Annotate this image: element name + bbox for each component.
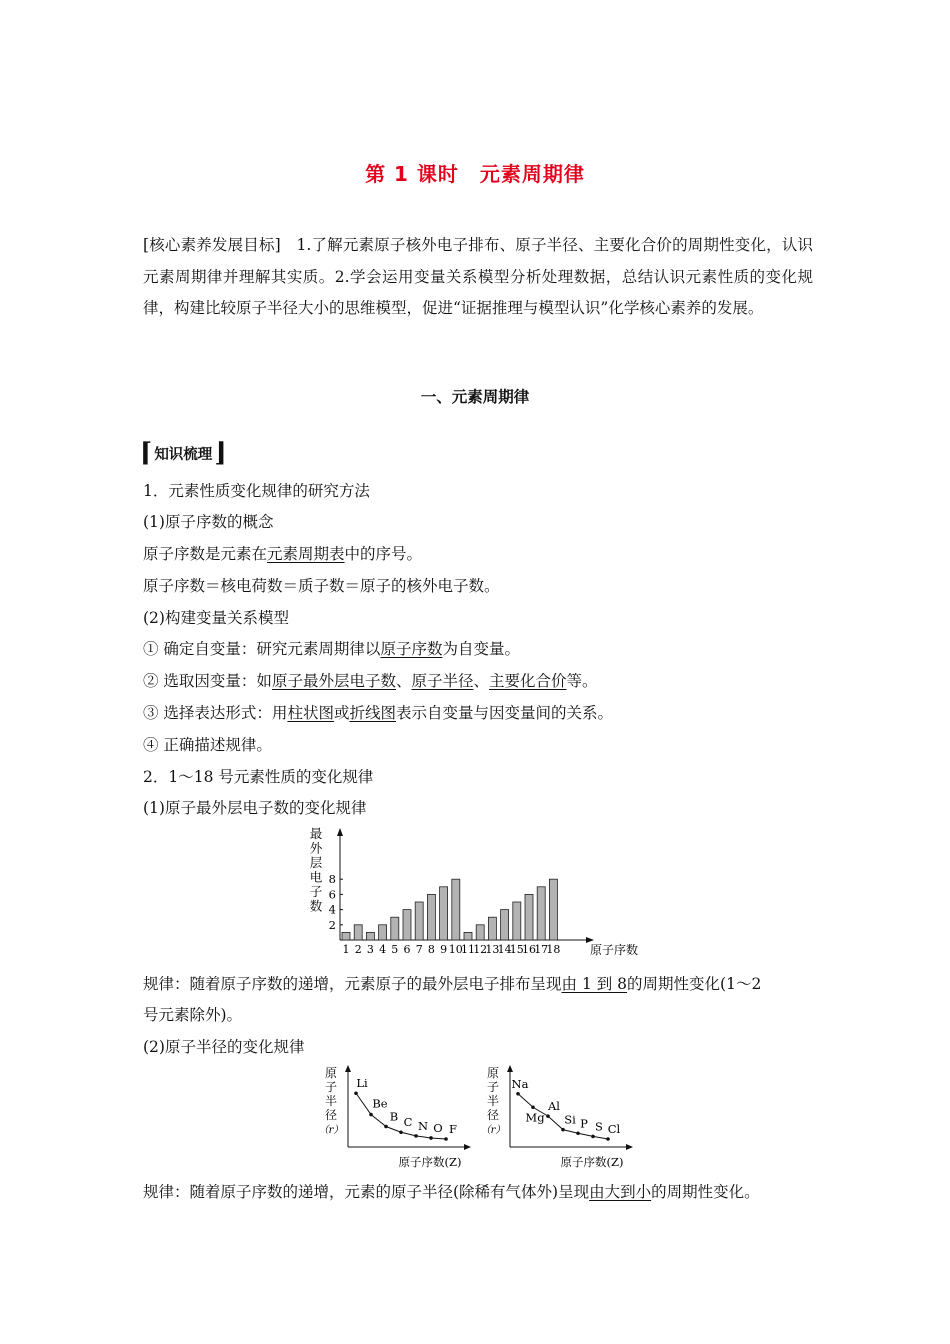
data-label: F bbox=[449, 1122, 457, 1136]
text: ① 确定自变量：研究元素周期律以 bbox=[143, 640, 381, 658]
text: 、 bbox=[395, 672, 412, 690]
radius-chart-period-2 bbox=[318, 1063, 478, 1171]
line-4: 原子序数＝核电荷数＝质子数＝原子的核外电子数。 bbox=[143, 577, 500, 595]
line-1: 1．元素性质变化规律的研究方法 bbox=[143, 482, 370, 500]
y-axis-label-char: 层 bbox=[309, 855, 323, 870]
answer-underline: 柱状图 bbox=[287, 704, 334, 722]
x-tick-label: 5 bbox=[391, 943, 399, 956]
bar bbox=[476, 925, 484, 940]
y-tick-label: 6 bbox=[328, 887, 336, 902]
answer-underline: 折线图 bbox=[349, 704, 396, 722]
badge-bracket-right: ⌋ bbox=[214, 438, 227, 468]
bar bbox=[379, 925, 387, 940]
text: 中的序号。 bbox=[344, 545, 423, 563]
bar bbox=[513, 902, 521, 940]
y-axis-label-char: 半 bbox=[324, 1094, 338, 1108]
line-11: (1)原子最外层电子数的变化规律 bbox=[143, 799, 367, 817]
bar bbox=[464, 932, 472, 940]
data-point bbox=[591, 1135, 595, 1139]
bar bbox=[427, 894, 435, 940]
y-axis-label-char: 子 bbox=[309, 884, 323, 899]
badge-label: 知识梳理 bbox=[154, 446, 213, 463]
text: ② 选取因变量：如 bbox=[143, 672, 272, 690]
rule-1 bbox=[143, 972, 761, 994]
line-12: (2)原子半径的变化规律 bbox=[143, 1038, 305, 1056]
bar bbox=[452, 879, 460, 940]
data-label: O bbox=[433, 1120, 443, 1135]
data-label: P bbox=[580, 1116, 588, 1131]
data-point bbox=[606, 1137, 610, 1141]
x-tick-label: 14 bbox=[497, 943, 512, 956]
data-point bbox=[354, 1091, 358, 1095]
y-axis-arrow bbox=[507, 1065, 513, 1072]
answer-underline: 主要化合价 bbox=[489, 672, 567, 690]
core-goals bbox=[143, 230, 813, 325]
bar bbox=[391, 917, 399, 940]
data-label: Cl bbox=[607, 1122, 621, 1136]
bar bbox=[354, 925, 362, 940]
radius-chart-period-3 bbox=[480, 1063, 640, 1171]
core-goals-label: [核心素养发展目标] bbox=[143, 236, 281, 254]
x-tick-label: 17 bbox=[534, 943, 549, 956]
bar bbox=[501, 910, 509, 940]
y-axis-label-char: 径 bbox=[324, 1108, 338, 1122]
answer-underline: 原子半径 bbox=[411, 672, 474, 690]
answer-underline: 原子序数 bbox=[380, 640, 443, 658]
y-axis-label-char: 子 bbox=[486, 1080, 500, 1094]
answer-underline: 原子最外层电子数 bbox=[271, 672, 396, 690]
y-axis-label-char: （r） bbox=[480, 1125, 506, 1136]
section-title: 一、元素周期律 bbox=[420, 388, 530, 406]
data-point bbox=[531, 1105, 535, 1109]
x-axis-label: 原子序数(Z) bbox=[398, 1155, 462, 1169]
line-5: (2)构建变量关系模型 bbox=[143, 609, 289, 627]
core-goals-text: 1.了解元素原子核外电子排布、原子半径、主要化合价的周期性变化，认识元素周期律并理解其实质。2.学会运用变量关系模型分析处理数据，总结认识元素性质的变化规律，构建比较原子半径大小的思维模型，促进“证据推理与模型认识”化学核心素养的发展。 bbox=[143, 236, 813, 317]
y-axis-arrow bbox=[345, 1065, 351, 1072]
y-axis-label-char: 最 bbox=[309, 826, 323, 841]
knowledge-badge bbox=[140, 438, 227, 468]
bar bbox=[525, 894, 533, 940]
line-7 bbox=[143, 669, 598, 691]
bar bbox=[549, 879, 557, 940]
data-label: Na bbox=[511, 1076, 529, 1091]
text: ③ 选择表达形式：用 bbox=[143, 704, 288, 722]
data-point bbox=[399, 1130, 403, 1134]
outer-electron-bar-chart bbox=[300, 826, 650, 960]
data-point bbox=[429, 1136, 433, 1140]
y-axis-label-char: 子 bbox=[324, 1080, 338, 1094]
line-3 bbox=[143, 542, 422, 564]
data-point bbox=[516, 1092, 520, 1096]
y-axis-label-char: 原 bbox=[324, 1066, 338, 1080]
y-tick-label: 4 bbox=[328, 902, 336, 917]
data-label: C bbox=[403, 1115, 413, 1130]
data-label: Li bbox=[356, 1076, 368, 1091]
data-label: B bbox=[389, 1109, 399, 1124]
y-axis-label-char: 数 bbox=[309, 898, 323, 914]
x-tick-label: 12 bbox=[473, 943, 488, 956]
bar bbox=[488, 917, 496, 940]
answer-underline: 由大到小 bbox=[589, 1183, 652, 1201]
text: 规律：随着原子序数的递增，元素的原子半径(除稀有气体外)呈现 bbox=[143, 1183, 590, 1201]
x-tick-label: 6 bbox=[403, 943, 411, 956]
x-tick-label: 18 bbox=[546, 943, 561, 956]
data-point bbox=[369, 1113, 373, 1117]
text: 为自变量。 bbox=[442, 640, 520, 658]
x-tick-label: 3 bbox=[366, 943, 374, 956]
data-point bbox=[384, 1125, 388, 1129]
x-tick-label: 1 bbox=[342, 943, 350, 956]
line-9: ④ 正确描述规律。 bbox=[143, 736, 272, 754]
x-tick-label: 16 bbox=[522, 943, 536, 956]
x-axis-label: 原子序数(Z) bbox=[560, 1155, 624, 1169]
line-6 bbox=[143, 637, 520, 659]
data-point bbox=[561, 1128, 565, 1132]
bar bbox=[537, 887, 545, 940]
page-title: 第 1 课时 元素周期律 bbox=[365, 162, 585, 186]
data-point bbox=[576, 1131, 580, 1135]
x-tick-label: 15 bbox=[509, 943, 524, 956]
x-tick-label: 9 bbox=[440, 943, 448, 956]
rule-2 bbox=[143, 1180, 760, 1202]
data-label: Al bbox=[548, 1099, 560, 1114]
data-label: S bbox=[595, 1119, 603, 1134]
bar bbox=[342, 932, 350, 940]
x-tick-label: 2 bbox=[354, 943, 362, 956]
x-axis-label: 原子序数 bbox=[590, 943, 639, 957]
y-axis-label-char: 径 bbox=[486, 1108, 500, 1122]
text: 的周期性变化(1～2 bbox=[627, 975, 762, 993]
x-tick-label: 8 bbox=[427, 943, 435, 956]
y-tick-label: 8 bbox=[328, 872, 336, 887]
text: 原子序数是元素在 bbox=[143, 545, 268, 563]
badge-bracket-left: ⌈ bbox=[140, 438, 153, 468]
y-axis-label-char: 外 bbox=[309, 840, 323, 856]
line-8 bbox=[143, 701, 613, 723]
x-tick-label: 7 bbox=[415, 943, 423, 956]
data-label: N bbox=[417, 1118, 429, 1133]
x-axis-arrow bbox=[626, 1144, 633, 1150]
text: 或 bbox=[333, 704, 350, 722]
answer-underline: 元素周期表 bbox=[267, 545, 345, 563]
data-point bbox=[546, 1114, 550, 1118]
text: 表示自变量与因变量间的关系。 bbox=[395, 704, 613, 722]
data-label: Si bbox=[564, 1112, 576, 1127]
y-axis-label-char: 半 bbox=[486, 1094, 500, 1108]
x-axis-arrow bbox=[464, 1144, 471, 1150]
answer-underline: 由 1 到 8 bbox=[561, 975, 628, 993]
data-label: Be bbox=[372, 1096, 388, 1111]
x-tick-label: 13 bbox=[485, 943, 500, 956]
y-axis-label-char: 原 bbox=[486, 1066, 500, 1080]
line-10: 2．1～18 号元素性质的变化规律 bbox=[143, 768, 374, 786]
data-point bbox=[414, 1134, 418, 1138]
y-axis-label-char: （r） bbox=[318, 1125, 344, 1136]
text: 等。 bbox=[566, 672, 598, 690]
bar bbox=[403, 910, 411, 940]
text: 、 bbox=[473, 672, 489, 690]
bar bbox=[366, 932, 374, 940]
data-point bbox=[444, 1137, 448, 1141]
x-tick-label: 10 bbox=[448, 943, 463, 956]
text: 规律：随着原子序数的递增，元素原子的最外层电子排布呈现 bbox=[143, 975, 562, 993]
data-label: Mg bbox=[525, 1110, 545, 1125]
line-2: (1)原子序数的概念 bbox=[143, 513, 274, 531]
x-tick-label: 11 bbox=[461, 943, 475, 956]
bar bbox=[440, 887, 448, 940]
y-axis-arrow bbox=[337, 828, 343, 836]
rule-1-cont: 号元素除外)。 bbox=[143, 1006, 243, 1024]
y-axis-label-char: 电 bbox=[309, 869, 323, 885]
y-tick-label: 2 bbox=[328, 917, 336, 932]
x-tick-label: 4 bbox=[379, 943, 387, 956]
text: 的周期性变化。 bbox=[651, 1183, 760, 1201]
bar bbox=[415, 902, 423, 940]
